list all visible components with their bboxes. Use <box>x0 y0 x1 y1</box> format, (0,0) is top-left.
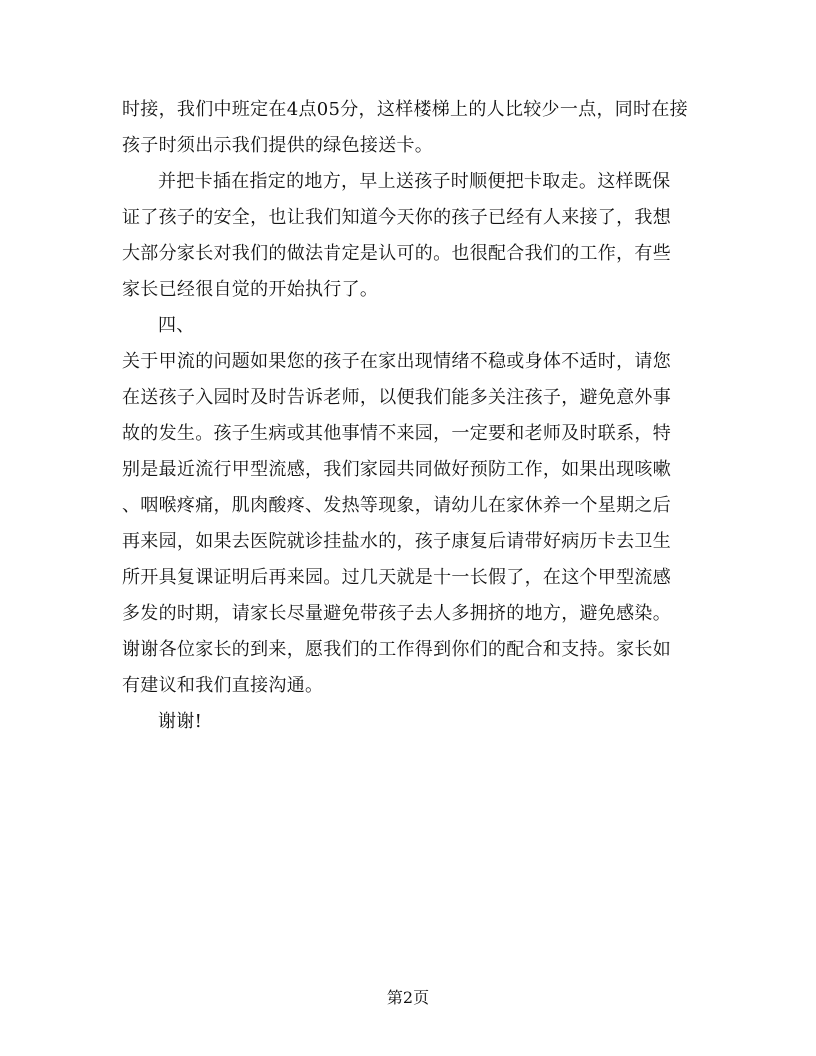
text-line: 再来园，如果去医院就诊挂盐水的，孩子康复后请带好病历卡去卫生 <box>122 531 671 552</box>
text-line: 谢谢各位家长的到来，愿我们的工作得到你们的配合和支持。家长如 <box>122 639 671 660</box>
text-line: 时接，我们中班定在4点05分，这样楼梯上的人比较少一点，同时在接 <box>122 99 688 120</box>
body-text <box>122 92 702 740</box>
closing-line: 谢谢! <box>158 711 203 732</box>
text-line: 多发的时期，请家长尽量避免带孩子去人多拥挤的地方，避免感染。 <box>122 603 671 624</box>
text-line: 证了孩子的安全，也让我们知道今天你的孩子已经有人来接了，我想 <box>122 207 671 228</box>
text-line: 家长已经很自觉的开始执行了。 <box>122 279 379 300</box>
text-line: 并把卡插在指定的地方，早上送孩子时顺便把卡取走。这样既保 <box>158 171 671 192</box>
text-line: 故的发生。孩子生病或其他事情不来园，一定要和老师及时联系，特 <box>122 423 671 444</box>
text-line: 大部分家长对我们的做法肯定是认可的。也很配合我们的工作，有些 <box>122 243 671 264</box>
text-line: 、咽喉疼痛，肌肉酸疼、发热等现象，请幼儿在家休养一个星期之后 <box>122 495 671 516</box>
page-number: 第2页 <box>386 988 430 1007</box>
text-line: 别是最近流行甲型流感，我们家园共同做好预防工作，如果出现咳嗽 <box>122 459 671 480</box>
text-line: 所开具复课证明后再来园。过几天就是十一长假了，在这个甲型流感 <box>122 567 671 588</box>
text-line: 在送孩子入园时及时告诉老师，以便我们能多关注孩子，避免意外事 <box>122 387 671 408</box>
text-line: 孩子时须出示我们提供的绿色接送卡。 <box>122 135 434 156</box>
text-line: 关于甲流的问题如果您的孩子在家出现情绪不稳或身体不适时，请您 <box>122 351 671 372</box>
text-line: 有建议和我们直接沟通。 <box>122 675 324 696</box>
section-heading: 四、 <box>158 315 195 336</box>
